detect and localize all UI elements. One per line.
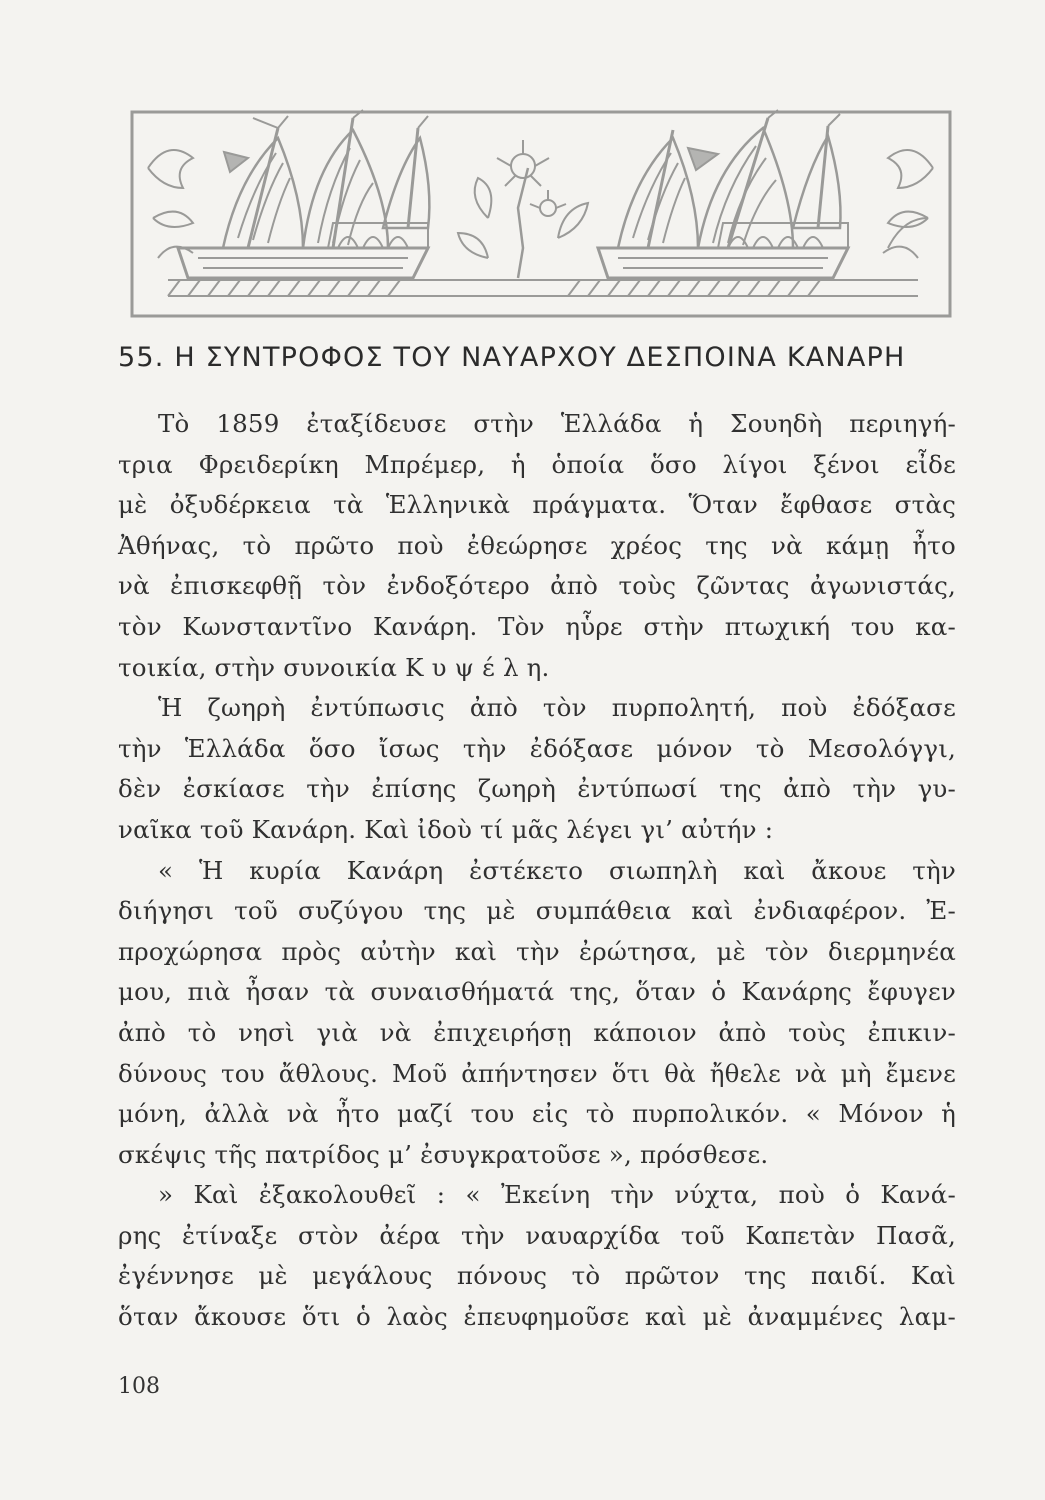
text-line: « Ἡ κυρία Κανάρη ἐστέκετο σιωπηλὴ καὶ ἄκουε τὴν bbox=[158, 855, 956, 885]
text-line: μόνη, ἀλλὰ νὰ ἦτο μαζί του εἰς τὸ πυρπολικόν. « Μόνον ἡ bbox=[118, 1099, 956, 1129]
text-line: Ἀθήνας, τὸ πρῶτο ποὺ ἐθεώρησε χρέος της νὰ κάμῃ ἦτο bbox=[118, 530, 956, 560]
text-line: Τὸ 1859 ἐταξίδευσε στὴν Ἑλλάδα ἡ Σουηδὴ περιηγή- bbox=[158, 409, 956, 438]
text-line: ἀπὸ τὸ νησὶ γιὰ νὰ ἐπιχειρήσῃ κάποιον ἀπὸ τοὺς ἐπικιν- bbox=[118, 1017, 956, 1047]
text-line: νὰ ἐπισκεφθῇ τὸν ἐνδοξότερο ἀπὸ τοὺς ζῶντας ἀγωνιστάς, bbox=[118, 571, 956, 601]
text-line: διήγησι τοῦ συζύγου της μὲ συμπάθεια καὶ ἐνδιαφέρον. Ἐ- bbox=[118, 896, 956, 926]
text-line: ἐγέννησε μὲ μεγάλους πόνους τὸ πρῶτον της παιδί. Καὶ bbox=[118, 1261, 956, 1291]
text-line: Ἡ ζωηρὴ ἐντύπωσις ἀπὸ τὸν πυρπολητή, ποὺ ἐδόξασε bbox=[158, 693, 956, 723]
text-line: τρια Φρειδερίκη Μπρέμερ, ἡ ὁποία ὅσο λίγοι ξένοι εἶδε bbox=[118, 449, 956, 479]
text-line: δύνους του ἄθλους. Μοῦ ἀπήντησεν ὅτι θὰ ἤθελε νὰ μὴ ἔμενε bbox=[118, 1058, 956, 1088]
text-line: » Καὶ ἐξακολουθεῖ : « Ἐκείνη τὴν νύχτα, ποὺ ὁ Κανά- bbox=[158, 1180, 956, 1210]
ships-vignette-illustration bbox=[128, 108, 954, 320]
text-line: ναῖκα τοῦ Κανάρη. Καὶ ἰδοὺ τί μᾶς λέγει γι’ αὐτήν : bbox=[118, 814, 774, 844]
text-line: ρης ἐτίναξε στὸν ἀέρα τὴν ναυαρχίδα τοῦ Καπετὰν Πασᾶ, bbox=[118, 1220, 956, 1250]
paragraph bbox=[118, 1175, 956, 1337]
paragraph bbox=[118, 851, 956, 1176]
page-number: 108 bbox=[118, 1374, 160, 1399]
text-line: προχώρησα πρὸς αὐτὴν καὶ τὴν ἐρώτησα, μὲ τὸν διερμηνέα bbox=[118, 936, 956, 966]
body-text bbox=[118, 404, 956, 1338]
text-line: μὲ ὀξυδέρκεια τὰ Ἑλληνικὰ πράγματα. Ὅταν ἔφθασε στὰς bbox=[118, 490, 956, 520]
text-line: δὲν ἐσκίασε τὴν ἐπίσης ζωηρὴ ἐντύπωσί της ἀπὸ τὴν γυ- bbox=[118, 774, 956, 804]
text-line: τὴν Ἑλλάδα ὅσο ἴσως τὴν ἐδόξασε μόνον τὸ Μεσολόγγι, bbox=[118, 733, 956, 763]
text-line: τοικία, στὴν συνοικία Κ υ ψ έ λ η. bbox=[118, 652, 550, 682]
chapter-title: 55. Η ΣΥΝΤΡΟΦΟΣ ΤΟΥ ΝΑΥΑΡΧΟΥ ΔΕΣΠΟΙΝΑ ΚΑΝΑΡΗ bbox=[118, 342, 906, 373]
text-line: σκέψις τῆς πατρίδος μ’ ἐσυγκρατοῦσε », πρόσθεσε. bbox=[118, 1139, 769, 1169]
text-line: ὅταν ἄκουσε ὅτι ὁ λαὸς ἐπευφημοῦσε καὶ μὲ ἀναμμένες λαμ- bbox=[118, 1302, 956, 1332]
paragraph bbox=[118, 404, 956, 688]
text-line: μου, πιὰ ἦσαν τὰ συναισθήματά της, ὅταν ὁ Κανάρης ἔφυγεν bbox=[118, 977, 956, 1007]
text-line: τὸν Κωνσταντῖνο Κανάρη. Τὸν ηὗρε στὴν πτωχική του κα- bbox=[118, 611, 956, 641]
paragraph bbox=[118, 688, 956, 850]
